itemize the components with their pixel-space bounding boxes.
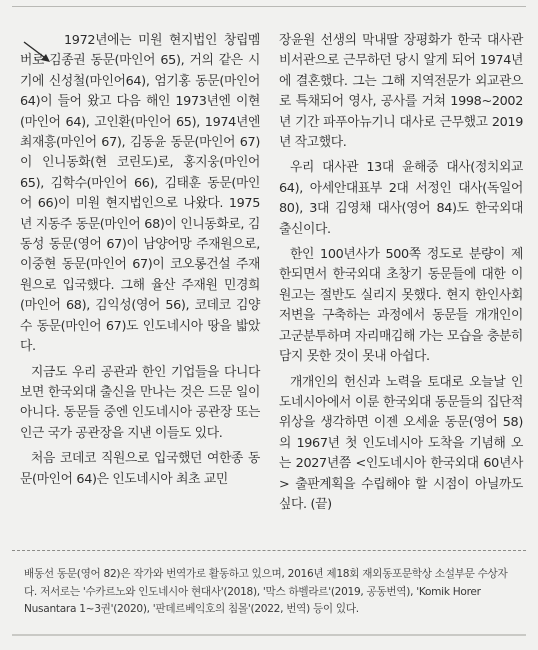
paragraph: 1972년에는 미원 현지법인 창립멤버로 김종권 동문(마인어 65), 거의 같은 시기에 신성철(마인어64), 엄기홍 동문(마인어 64)이 들어 왔고 다음 해인 1973년엔 이현(마인어 64), 고인환(마인어 65), 1974년엔 최재흥(마인어 67), 김동윤 동문(마인어 67)이 인니동화(현 코린도)로, 홍지웅(마인어 65), 김학수(마인어 66), 김태훈 동문(마인어 66)이 미원 현지법인으로 나왔다. 1975년 지동주 동문(마인어 68)이 인니동화로, 김동성 동문(영어 67)이 남양어망 주재원으로, 이중현 동문(마인어 67)이 코오롱건설 주재원으로 입국했다. 그해 율산 주재원 민경희(마인어 68), 김익성(영어 56), 코데코 김양수 동문(마인어 67)도 인도네시아 땅을 밟았다. (20, 33, 260, 355)
paragraph: 한인 100년사가 500쪽 정도로 분량이 제한되면서 한국외대 초창기 동문들에 대한 이 원고는 절반도 실리지 못했다. 현지 한인사회 저변을 구축하는 과정에서 동문들 개개인이 고군분투하며 자리매김해 가는 모습을 충분히 담지 못한 것이 못내 아쉽다. (279, 247, 523, 365)
paragraph: 장윤원 선생의 막내딸 장평화가 한국 대사관 비서관으로 근무하던 당시 알게 되어 1974년에 결혼했다. 그는 그해 지역전문가 외교관으로 특채되어 영사, 공사를 거쳐 1998~2002년 기간 파푸아뉴기니 대사로 근무했고 2019년 작고했다. (279, 33, 523, 151)
left-column (20, 31, 260, 495)
right-column (279, 31, 523, 520)
paragraph: 처음 코데코 직원으로 입국했던 여한종 동문(마인어 64)은 인도네시아 최초 교민 (20, 451, 260, 487)
top-rule (12, 6, 526, 7)
bottom-rule (12, 634, 526, 636)
paragraph: 개개인의 헌신과 노력을 토대로 오늘날 인도네시아에서 이룬 한국외대 동문들의 집단적 위상을 생각하면 이젠 오세윤 동문(영어 58)의 1967년 첫 인도네시아 도착을 기념해 오는 2027년쯤 <인도네시아 한국외대 60년사> 출판계획을 수립해야 할 시점이 아닐까도 싶다. (끝) (279, 374, 523, 512)
author-bio: 배동선 동문(영어 82)은 작가와 번역가로 활동하고 있으며, 2016년 제18회 재외동포문학상 소설부문 수상자다. 저서로는 '수카르노와 인도네시아 현대사'(2018), '막스 하벨라르'(2019, 공동번역), 'Komik Horer Nusantara 1~3권'(2020), '판데르베익호의 침몰'(2022, 번역) 등이 있다. (24, 568, 508, 616)
dashed-divider (12, 550, 526, 551)
paragraph: 우리 대사관 13대 윤해중 대사(정치외교 64), 아세안대표부 2대 서정인 대사(독일어 80), 3대 김영채 대사(영어 84)도 한국외대 출신이다. (279, 160, 523, 237)
paragraph: 지금도 우리 공관과 한인 기업들을 다니다 보면 한국외대 출신을 만나는 것은 드문 일이 아니다. 동문들 중엔 인도네시아 공관장 또는 인근 국가 공관장을 지낸 이들도 있다. (20, 364, 260, 441)
